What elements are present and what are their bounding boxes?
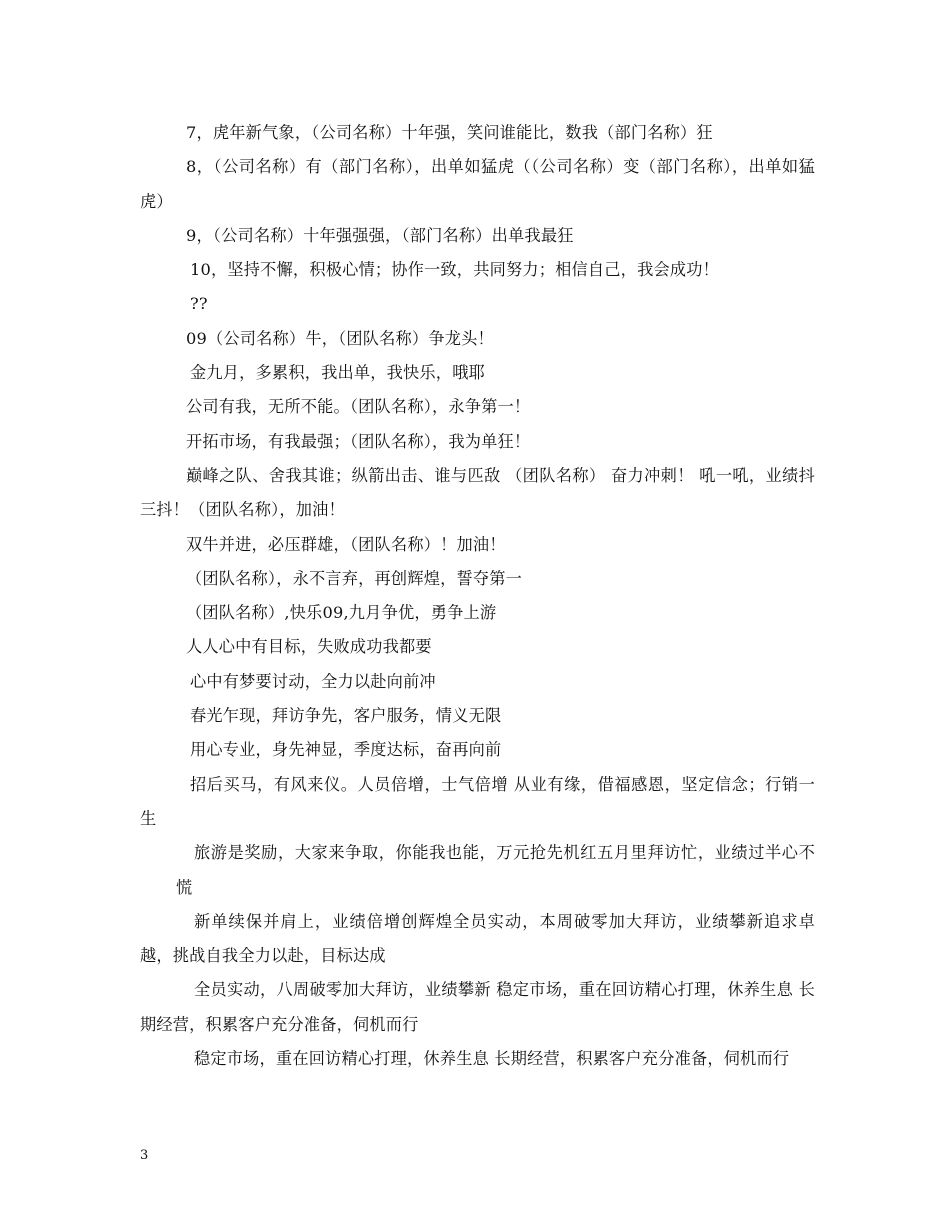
paragraph: 7，虎年新气象，（公司名称）十年强，笑问谁能比，数我（部门名称）狂 [186,123,713,142]
paragraph: 招后买马，有风来仪。人员倍增，士气倍增 从业有缘，借福感恩，坚定信念；行销一生 [140,774,815,828]
paragraph: 用心专业，身先神显，季度达标，奋再向前 [190,740,502,760]
paragraph: 心中有梦要讨动，全力以赴向前冲 [190,671,436,691]
paragraph: 旅游是奖励，大家来争取，你能我也能，万元抢先机红五月里拜访忙，业绩过半心不慌 [176,843,815,897]
paragraph: 开拓市场，有我最强；（团队名称），我为单狂！ [186,431,531,451]
paragraph: 人人心中有目标，失败成功我都要 [186,637,432,657]
paragraph: 巅峰之队、舍我其谁；纵箭出击、谁与匹敌 （团队名称） 奋力冲刺！ 吼一吼，业绩抖三抖！（团队名称），加油！ [140,465,815,520]
paragraph: 09（公司名称）牛，（团队名称）争龙头！ [186,328,494,348]
paragraph: 10，坚持不懈，积极心情；协作一致，共同努力；相信自己，我会成功！ [190,260,720,280]
document-body [140,116,815,1076]
paragraph: （团队名称）,快乐09,九月争优，勇争上游 [186,603,497,623]
paragraph: （团队名称），永不言弃，再创辉煌，誓夺第一 [186,568,523,588]
paragraph: 稳定市场，重在回访精心打理，休养生息 长期经营，积累客户充分准备，伺机而行 [194,1049,790,1069]
paragraph: 9，（公司名称）十年强强强，（部门名称）出单我最狂 [186,225,574,245]
paragraph: 春光乍现，拜访争先，客户服务，情义无限 [190,706,502,726]
paragraph: 全员实动，八周破零加大拜访，业绩攀新 稳定市场，重在回访精心打理，休养生息 长期经营，积累客户充分准备，伺机而行 [140,980,815,1034]
paragraph: 双牛并进，必压群雄，（团队名称）！加油！ [186,534,506,554]
paragraph: ?? [190,294,208,314]
paragraph: 公司有我，无所不能。（团队名称），永争第一！ [186,397,531,417]
paragraph: 8，（公司名称）有（部门名称），出单如猛虎（（公司名称）变（部门名称），出单如猛虎） [140,157,815,211]
paragraph: 金九月，多累积，我出单，我快乐，哦耶 [190,363,485,383]
page-number: 3 [140,1148,149,1163]
paragraph: 新单续保并肩上，业绩倍增创辉煌全员实动，本周破零加大拜访，业绩攀新追求卓越，挑战自我全力以赴，目标达成 [140,911,815,966]
